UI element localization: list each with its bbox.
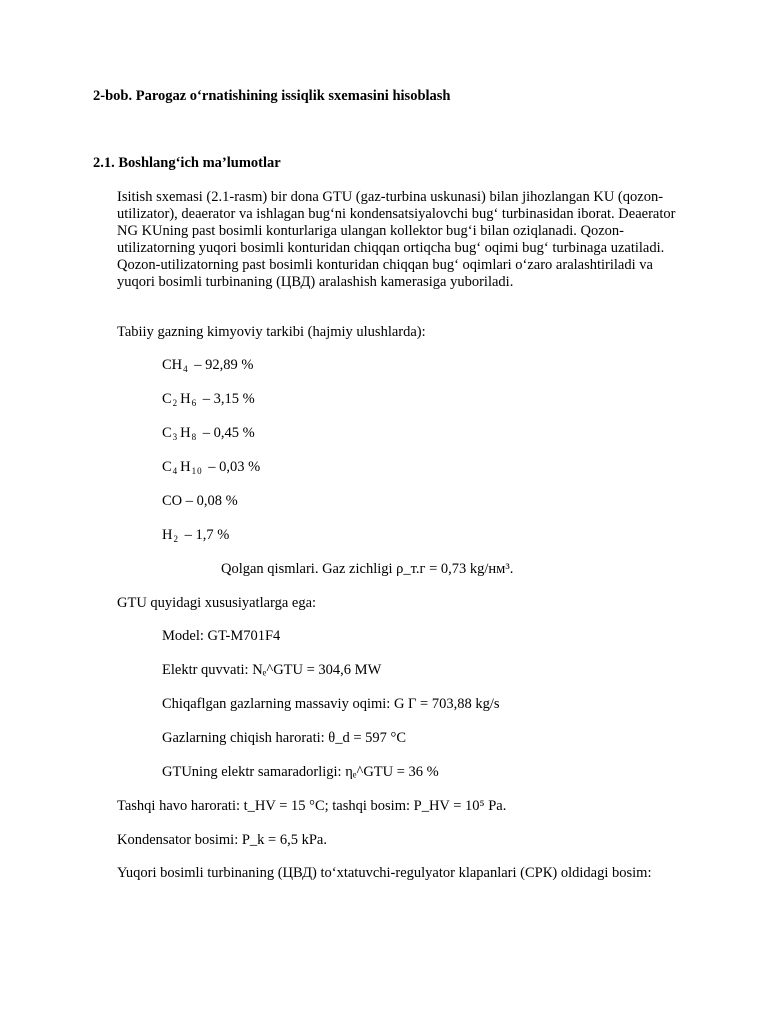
gtu-spec-exhaust-temp: Gazlarning chiqish harorati: θ_d = 597 °C [162,730,407,746]
composition-value: – 3,15 % [199,391,255,407]
composition-item [162,527,229,548]
composition-item [162,493,238,510]
gtu-spec-gas-flow: Chiqaflgan gazlarning massaviy oqimi: G Г = 703,88 kg/s [162,696,500,712]
outside-air-line: Tashqi havo harorati: t_HV = 15 °C; tashqi bosim: P_HV = 10⁵ Pa. [117,798,507,814]
section-title: 2.1. Boshlang‘ich ma’lumotlar [93,155,281,171]
gtu-spec-model: Model: GT-M701F4 [162,628,281,644]
composition-item [162,425,255,446]
formula-subscript: 2 [173,534,179,544]
composition-item [162,357,254,378]
condenser-pressure-line: Kondensator bosimi: P_k = 6,5 kPa. [117,832,327,848]
formula-element: H [162,527,173,543]
composition-value: – 0,08 % [182,493,238,509]
gtu-spec-power: Elektr quvvati: Nₑ^GTU = 304,6 MW [162,662,382,678]
composition-item [162,391,255,412]
formula-element: C [162,459,172,475]
formula-element: H [180,391,191,407]
formula-element: CH [162,357,183,373]
formula-subscript: 2 [172,398,179,408]
chapter-title: 2-bob. Parogaz o‘rnatishining issiqlik sxemasini hisoblash [93,88,451,104]
formula-subscript: 3 [172,432,179,442]
formula-subscript: 6 [191,398,198,408]
remainder-line: Qolgan qismlari. Gaz zichligi ρ_т.г = 0,73 kg/нм³. [221,561,514,577]
formula-element: H [180,425,191,441]
formula-subscript: 10 [191,466,203,476]
formula-element: C [162,391,172,407]
composition-value: – 1,7 % [180,527,230,543]
gas-composition-intro: Tabiiy gazning kimyoviy tarkibi (hajmiy ulushlarda): [117,324,426,340]
composition-value: – 0,45 % [199,425,255,441]
gtu-intro: GTU quyidagi xususiyatlarga ega: [117,595,317,611]
composition-item [162,459,260,480]
formula-element: H [180,459,191,475]
composition-value: – 92,89 % [190,357,254,373]
intro-paragraph: Isitish sxemasi (2.1-rasm) bir dona GTU (gaz-turbina uskunasi) bilan jihozlangan KU (qozon-utilizator), deaerator va ishlagan bug‘ni kondensatsiyalovchi bug‘ turbinasidan iborat. Deaerator NG KUning past bosimli konturlariga ulangan kollektor bug‘i bilan oziqlanadi. Qozon-utilizatorning yuqori bosimli konturidan chiqqan ortiqcha bug‘ oqimi bug‘ turbinaga uzatiladi. Qozon-utilizatorning past bosimli konturidan chiqqan bug‘ oqimlari o‘zaro aralashtiriladi va yuqori bosimli turbinaning (ЦВД) aralashish kamerasiga yuboriladi. [117,189,676,290]
formula-element: CO [162,493,183,509]
hp-valve-pressure-line: Yuqori bosimli turbinaning (ЦВД) to‘xtatuvchi-regulyator klapanlari (СРК) oldidagi bosim: [117,865,652,881]
formula-element: C [162,425,172,441]
formula-subscript: 8 [191,432,198,442]
formula-subscript: 4 [172,466,179,476]
formula-subscript: 4 [183,364,189,374]
gtu-spec-efficiency: GTUning elektr samaradorligi: ηₑ^GTU = 36 % [162,764,439,780]
composition-value: – 0,03 % [204,459,261,475]
